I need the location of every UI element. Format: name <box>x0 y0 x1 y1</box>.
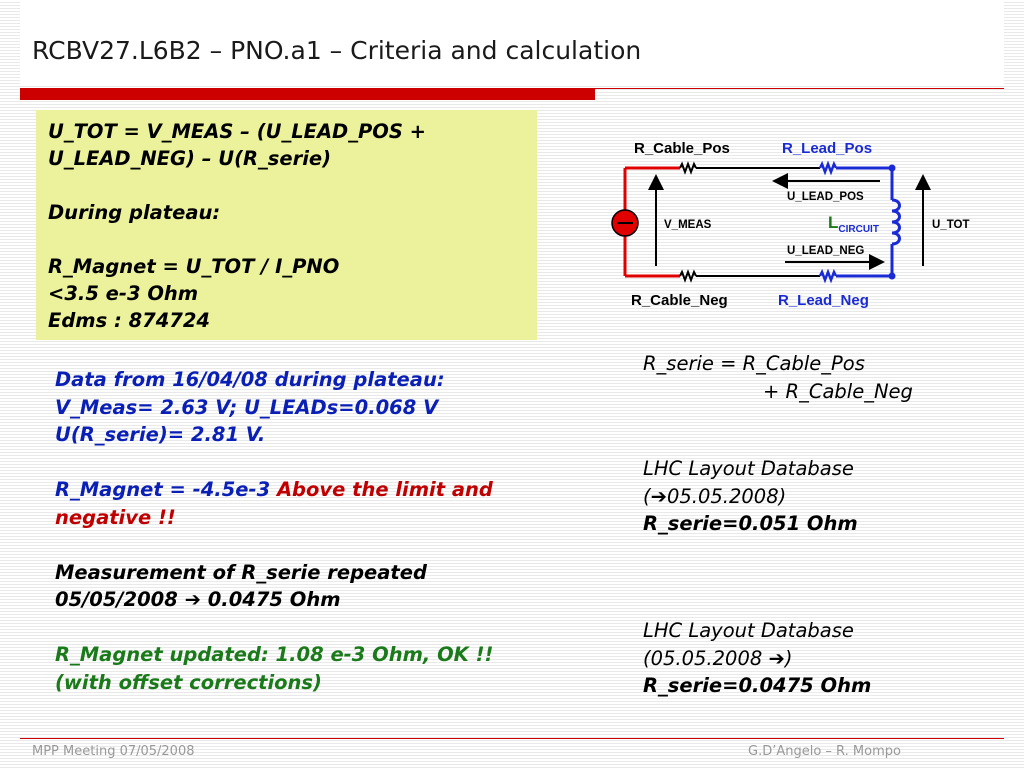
r-magnet-result-line <box>55 476 493 504</box>
db2-value: R_serie=0.0475 Ohm <box>643 674 872 697</box>
label-u-lead-pos: U_LEAD_POS <box>787 191 864 203</box>
r-magnet-warning-1: Above the limit and <box>276 478 493 501</box>
title-accent-bar <box>20 88 595 100</box>
r-magnet-value: R_Magnet = -4.5e-3 <box>55 478 271 501</box>
footer-divider <box>20 738 1004 739</box>
criteria-formula-line-1: U_TOT = V_MEAS – (U_LEAD_POS + <box>48 120 427 143</box>
footer-meeting: MPP Meeting 07/05/2008 <box>32 744 195 759</box>
resistor-cable-pos-icon <box>680 164 696 172</box>
label-v-meas: V_MEAS <box>664 219 712 231</box>
measurement-line-1: Measurement of R_serie repeated <box>55 560 427 584</box>
criteria-formula-line-2: U_LEAD_NEG) – U(R_serie) <box>48 147 332 170</box>
node-top-right-icon <box>889 165 896 172</box>
label-r-cable-neg: R_Cable_Neg <box>631 292 728 309</box>
criteria-box <box>36 110 537 340</box>
plateau-data-block <box>55 366 493 696</box>
r-serie-line-1: R_serie = R_Cable_Pos <box>643 352 865 375</box>
db1-value: R_serie=0.051 Ohm <box>643 512 858 535</box>
r-serie-line-2: + R_Cable_Neg <box>763 379 913 403</box>
criteria-r-magnet-formula: R_Magnet = U_TOT / I_PNO <box>48 255 340 278</box>
db1-date-line: (➔05.05.2008) <box>643 484 787 508</box>
updated-line-2: (with offset corrections) <box>55 670 322 694</box>
resistor-lead-pos-icon <box>820 164 836 172</box>
layout-db-block-1 <box>643 455 858 538</box>
right-arrow-icon: ➔ <box>768 646 785 670</box>
data-intro-line: Data from 16/04/08 during plateau: <box>55 368 445 391</box>
node-bottom-right-icon <box>889 273 896 280</box>
db1-title: LHC Layout Database <box>643 457 854 480</box>
criteria-plateau-heading: During plateau: <box>48 201 221 224</box>
db2-title: LHC Layout Database <box>643 619 854 642</box>
layout-db-block-2 <box>643 617 871 700</box>
label-u-tot: U_TOT <box>932 219 970 231</box>
criteria-edms: Edms : 874724 <box>48 309 210 332</box>
measurement-date: 05/05/2008 <box>55 588 178 611</box>
label-r-lead-pos: R_Lead_Pos <box>782 140 873 157</box>
label-r-cable-pos: R_Cable_Pos <box>634 140 730 157</box>
updated-line-1: R_Magnet updated: 1.08 e-3 Ohm, OK !! <box>55 643 494 666</box>
resistor-cable-neg-icon <box>680 272 696 280</box>
r-serie-definition <box>643 350 913 405</box>
data-u-serie-line: U(R_serie)= 2.81 V. <box>55 423 266 446</box>
resistor-lead-neg-icon <box>820 272 836 280</box>
label-l-circuit: $L_{CIRCUIT}$ <box>828 213 879 235</box>
right-arrow-icon: ➔ <box>650 484 667 508</box>
label-r-lead-neg: R_Lead_Neg <box>778 292 869 309</box>
slide-title: RCBV27.L6B2 – PNO.a1 – Criteria and calculation <box>32 36 642 65</box>
r-magnet-warning-2: negative !! <box>55 505 176 529</box>
label-u-lead-neg: U_LEAD_NEG <box>787 245 865 257</box>
measurement-value: 0.0475 Ohm <box>207 588 341 611</box>
circuit-diagram <box>598 128 988 318</box>
current-source-icon <box>612 210 638 236</box>
criteria-limit: <3.5 e-3 Ohm <box>48 282 199 305</box>
measurement-line-2 <box>55 586 493 614</box>
inductor-icon <box>892 200 900 244</box>
title-underline <box>595 88 1004 89</box>
right-arrow-icon: ➔ <box>184 588 201 611</box>
data-v-meas-line: V_Meas= 2.63 V; U_LEADs=0.068 V <box>55 395 439 419</box>
footer-authors: G.D’Angelo – R. Mompo <box>748 744 901 759</box>
db2-date-line: (05.05.2008 ➔) <box>643 646 793 670</box>
